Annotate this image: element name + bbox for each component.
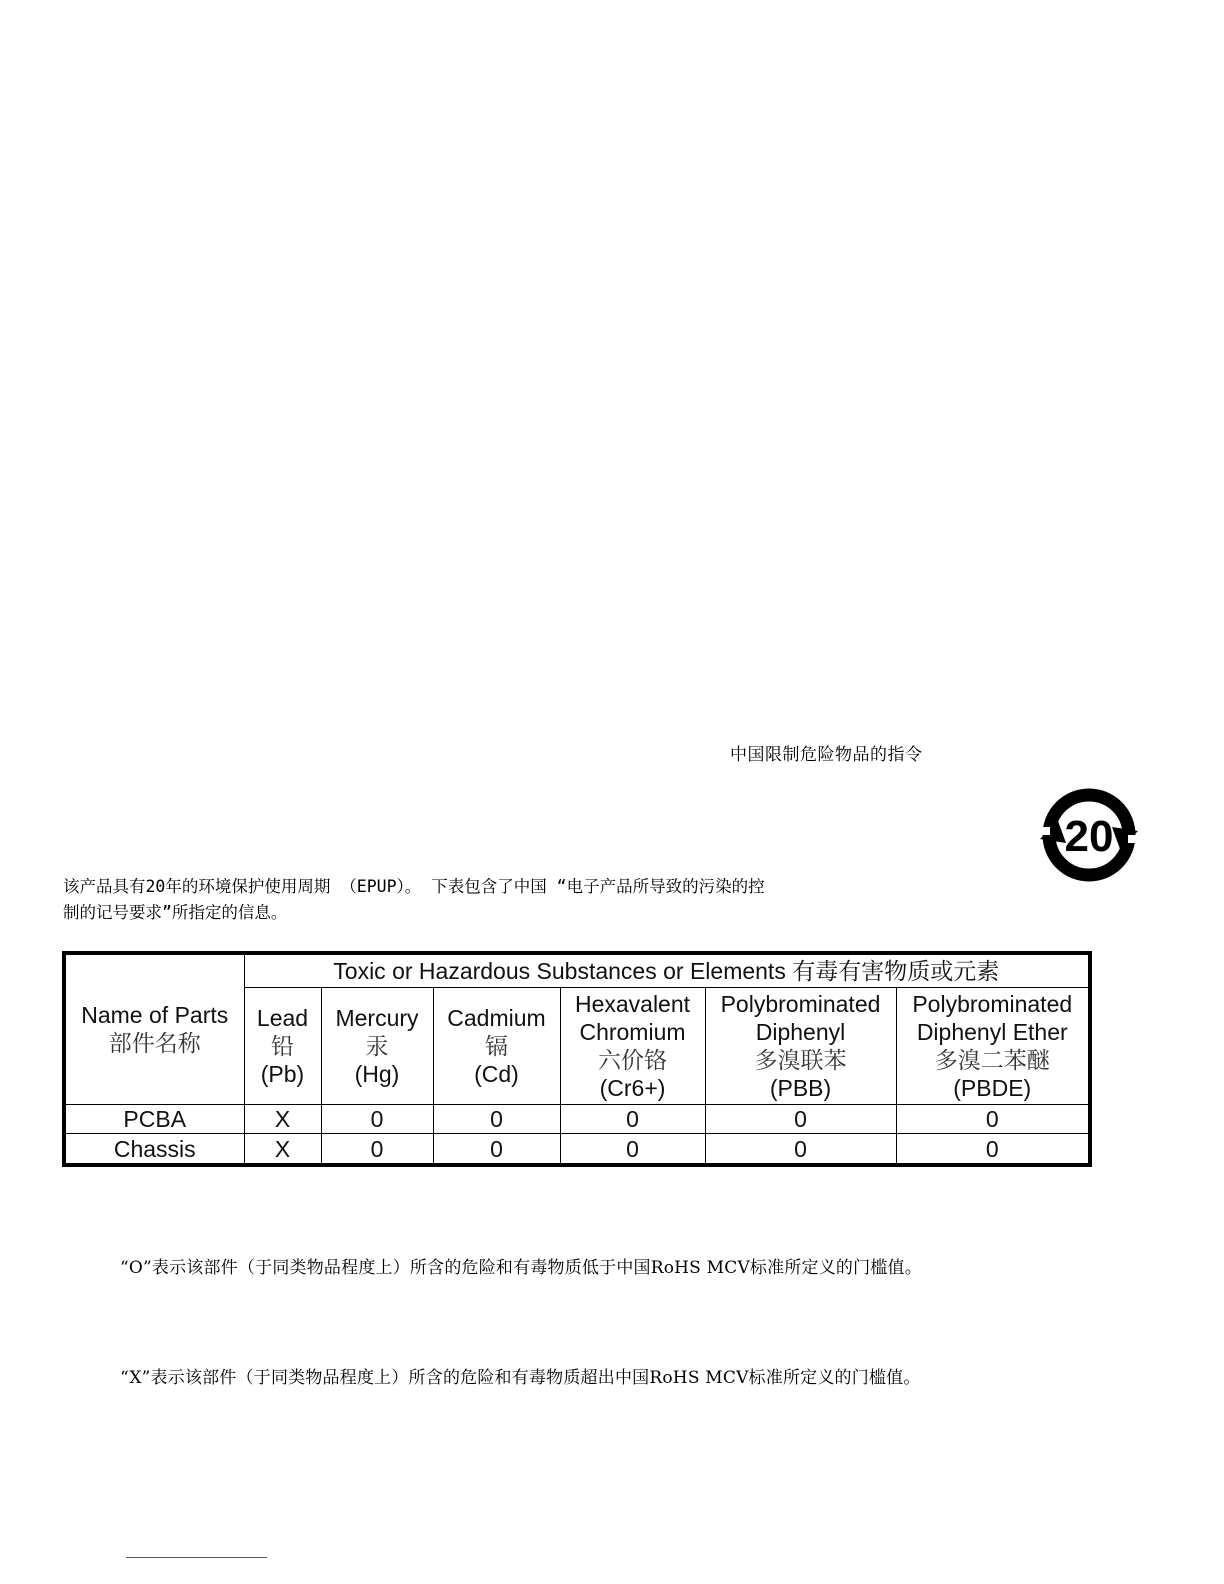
page-heading: 中国限制危险物品的指令 xyxy=(730,745,923,765)
logo-number: 20 xyxy=(1064,812,1114,861)
col-pbb-en-2: Diphenyl xyxy=(755,1019,846,1046)
value-cell: X xyxy=(244,1104,321,1133)
col-pbde-en-1: Polybrominated xyxy=(912,991,1073,1018)
intro-line-1: 该产品具有20年的环境保护使用周期 （EPUP）。 下表包含了中国 “电子产品所导致的污染的控 xyxy=(63,877,765,896)
footer-link-underline[interactable] xyxy=(126,1557,267,1558)
col-header-lead xyxy=(244,988,321,1105)
value-cell: 0 xyxy=(321,1104,433,1133)
col-pbde-cn: 多溴二苯醚 xyxy=(934,1047,1050,1074)
value-cell: 0 xyxy=(705,1134,896,1165)
col-chromium-en-1: Hexavalent xyxy=(574,991,691,1018)
col-cadmium-en: Cadmium xyxy=(447,1005,546,1032)
col-cadmium-symbol: (Cd) xyxy=(474,1061,519,1088)
col-header-pbb xyxy=(705,988,896,1105)
name-of-parts-cn: 部件名称 xyxy=(108,1030,201,1057)
col-pbb-symbol: (PBB) xyxy=(769,1075,832,1102)
epup-20-logo xyxy=(1036,787,1142,883)
table-row xyxy=(64,1104,1090,1133)
value-cell: 0 xyxy=(321,1134,433,1165)
part-name-cell: PCBA xyxy=(64,1104,244,1133)
hazardous-substances-table xyxy=(62,951,1092,1167)
note-x-definition: “X”表示该部件（于同类物品程度上）所含的危险和有毒物质超出中国RoHS MCV标准所定义的门槛值。 xyxy=(120,1368,921,1388)
col-pbde-en-2: Diphenyl Ether xyxy=(916,1019,1068,1046)
part-name-cell: Chassis xyxy=(64,1134,244,1165)
col-cadmium-cn: 镉 xyxy=(485,1033,508,1060)
name-of-parts-header xyxy=(64,953,244,1104)
col-mercury-cn: 汞 xyxy=(365,1033,389,1060)
value-cell: 0 xyxy=(896,1104,1090,1133)
substances-group-header: Toxic or Hazardous Substances or Elements 有毒有害物质或元素 xyxy=(244,953,1090,988)
table-row xyxy=(64,1134,1090,1165)
col-chromium-en-2: Chromium xyxy=(579,1019,686,1046)
intro-line-2: 制的记号要求”所指定的信息。 xyxy=(63,903,288,922)
col-chromium-symbol: (Cr6+) xyxy=(599,1075,666,1102)
col-pbb-cn: 多溴联苯 xyxy=(754,1047,847,1074)
value-cell: 0 xyxy=(896,1134,1090,1165)
value-cell: X xyxy=(244,1134,321,1165)
col-mercury-symbol: (Hg) xyxy=(354,1061,400,1088)
value-cell: 0 xyxy=(560,1104,705,1133)
intro-paragraph xyxy=(63,874,893,926)
value-cell: 0 xyxy=(433,1104,560,1133)
note-o-definition: “O”表示该部件（于同类物品程度上）所含的危险和有毒物质低于中国RoHS MCV标准所定义的门槛值。 xyxy=(120,1258,922,1278)
col-lead-en: Lead xyxy=(256,1005,309,1032)
col-header-pbde xyxy=(896,988,1090,1105)
value-cell: 0 xyxy=(433,1134,560,1165)
col-chromium-cn: 六价铬 xyxy=(598,1047,667,1074)
name-of-parts-en: Name of Parts xyxy=(81,1002,229,1029)
value-cell: 0 xyxy=(560,1134,705,1165)
col-header-cadmium xyxy=(433,988,560,1105)
col-pbb-en-1: Polybrominated xyxy=(720,991,881,1018)
col-lead-cn: 铅 xyxy=(271,1033,294,1060)
col-pbde-symbol: (PBDE) xyxy=(953,1075,1032,1102)
col-header-hexavalent-chromium xyxy=(560,988,705,1105)
col-header-mercury xyxy=(321,988,433,1105)
value-cell: 0 xyxy=(705,1104,896,1133)
col-mercury-en: Mercury xyxy=(335,1005,419,1032)
col-lead-symbol: (Pb) xyxy=(260,1061,305,1088)
